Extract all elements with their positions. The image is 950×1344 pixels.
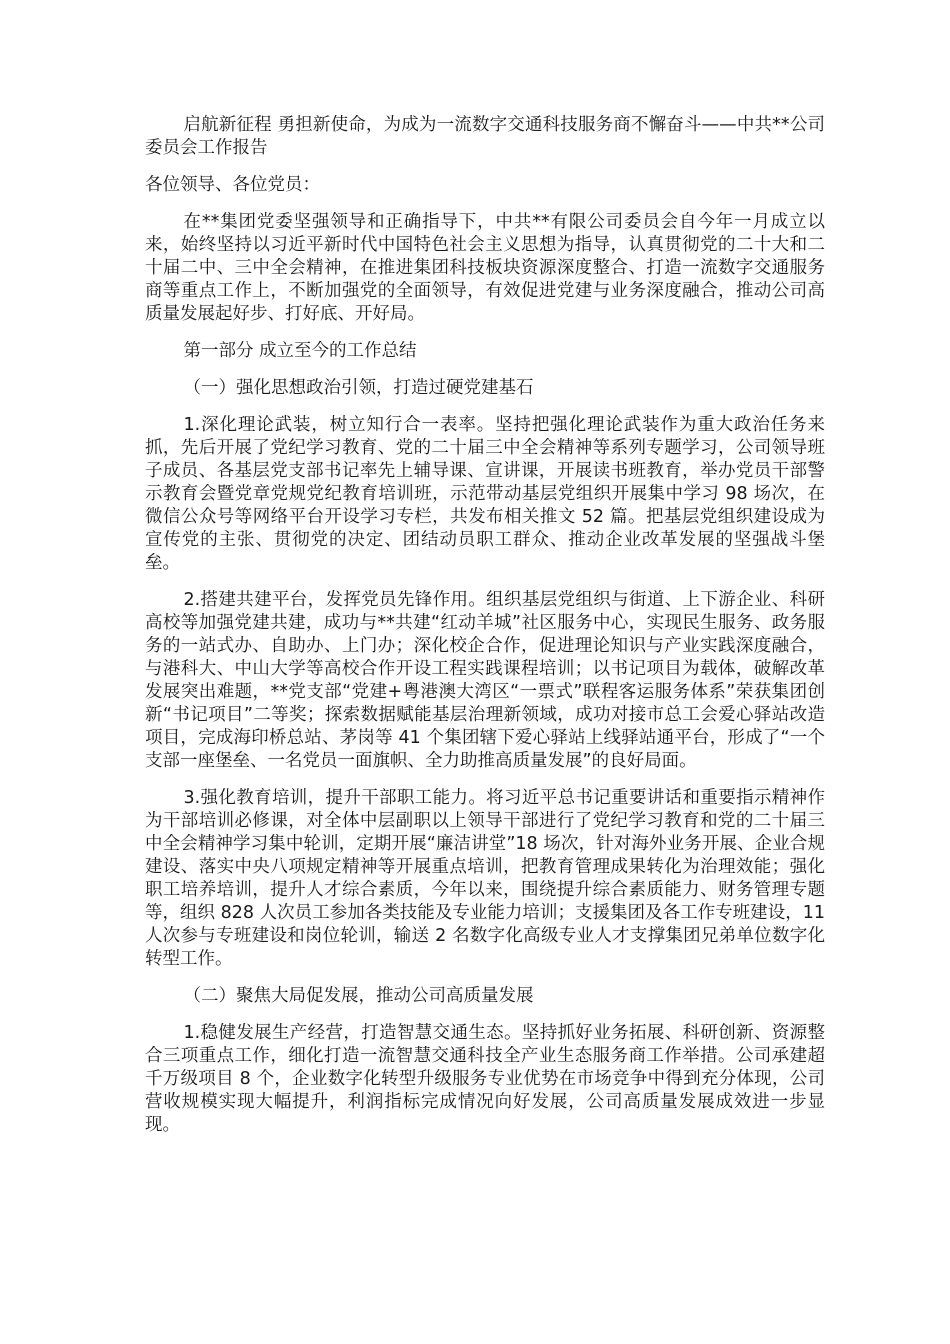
intro-paragraph: 在**集团党委坚强领导和正确指导下，中共**有限公司委员会自今年一月成立以来，始终坚持以习近平新时代中国特色社会主义思想为指导，认真贯彻党的二十大和二十届二中、三中全会精神，在推进集团科技板块资源深度整合、打造一流数字交通服务商等重点工作上，不断加强党的全面领导，有效促进党建与业务深度融合，推动公司高质量发展起好步、打好底、开好局。: [145, 212, 825, 324]
part1-heading: 第一部分 成立至今的工作总结: [183, 341, 417, 361]
document-page: [145, 114, 825, 1151]
section1-item1-paragraph: 1.深化理论武装，树立知行合一表率。坚持把强化理论武装作为重大政治任务来抓，先后开展了党纪学习教育、党的二十届三中全会精神等系列专题学习，公司领导班子成员、各基层党支部书记率先上辅导课、宣讲课，开展读书班教育，举办党员干部警示教育会暨党章党规党纪教育培训班，示范带动基层党组织开展集中学习 98 场次，在微信公众号等网络平台开设学习专栏，共发布相关推文 52 篇。把基层党组织建设成为宣传党的主张、贯彻党的决定、团结动员职工群众、推动企业改革发展的坚强战斗堡垒。: [145, 415, 825, 573]
section1-item2-paragraph: 2.搭建共建平台，发挥党员先锋作用。组织基层党组织与街道、上下游企业、科研高校等加强党建共建，成功与**共建“红动羊城”社区服务中心，实现民生服务、政务服务的一站式办、自助办、上门办；深化校企合作，促进理论知识与产业实践深度融合，与港科大、中山大学等高校合作开设工程实践课程培训；以书记项目为载体，破解改革发展突出难题，**党支部“党建+粤港澳大湾区“一票式”联程客运服务体系”荣获集团创新“书记项目”二等奖；探索数据赋能基层治理新领域，成功对接市总工会爱心驿站改造项目，完成海印桥总站、茅岗等 41 个集团辖下爱心驿站上线驿站通平台，形成了“一个支部一座堡垒、一名党员一面旗帜、全力助推高质量发展”的良好局面。: [145, 590, 825, 771]
section2-item1-paragraph: 1.稳健发展生产经营，打造智慧交通生态。坚持抓好业务拓展、科研创新、资源整合三项重点工作，细化打造一流智慧交通科技全产业生态服务商工作举措。公司承建超千万级项目 8 个，企业数字化转型升级服务专业优势在市场竞争中得到充分体现，公司营收规模实现大幅提升，利润指标完成情况向好发展，公司高质量发展成效进一步显现。: [145, 1023, 825, 1135]
section2-heading: （二）聚焦大局促发展，推动公司高质量发展: [183, 986, 534, 1006]
document-title: 启航新征程 勇担新使命，为成为一流数字交通科技服务商不懈奋斗——中共**公司委员会工作报告: [145, 115, 825, 158]
section1-item3-paragraph: 3.强化教育培训，提升干部职工能力。将习近平总书记重要讲话和重要指示精神作为干部培训必修课，对全体中层副职以上领导干部进行了党纪学习教育和党的二十届三中全会精神学习集中轮训，定期开展“廉洁讲堂”18 场次，针对海外业务开展、企业合规建设、落实中央八项规定精神等开展重点培训，把教育管理成果转化为治理效能；强化职工培养培训，提升人才综合素质，今年以来，围绕提升综合素质能力、财务管理专题等，组织 828 人次员工参加各类技能及专业能力培训；支援集团及各工作专班建设，11 人次参与专班建设和岗位轮训，输送 2 名数字化高级专业人才支撑集团兄弟单位数字化转型工作。: [145, 788, 825, 969]
section1-heading: （一）强化思想政治引领，打造过硬党建基石: [183, 378, 534, 398]
salutation: 各位领导、各位党员：: [145, 175, 320, 195]
